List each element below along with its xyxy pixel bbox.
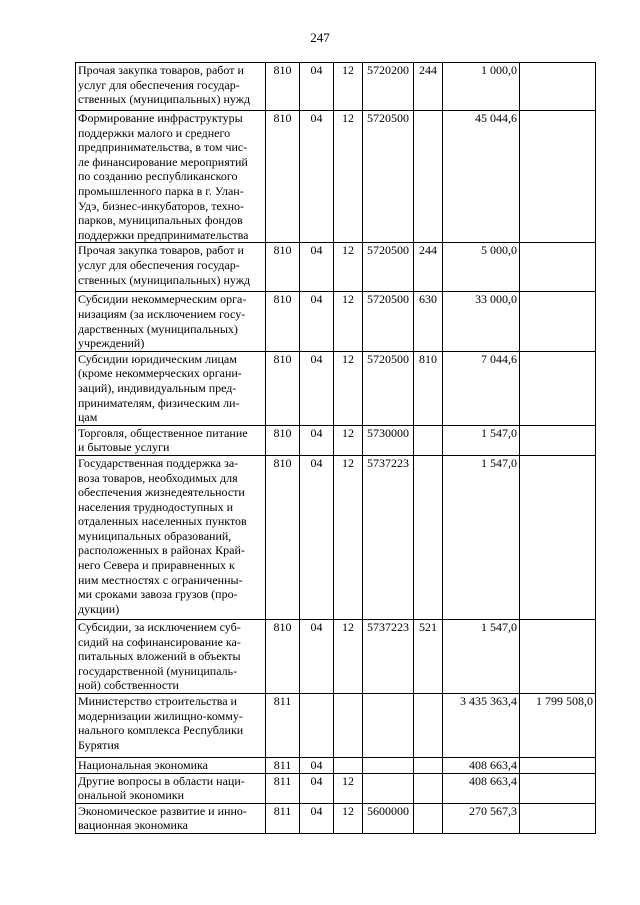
amount: 1 547,0: [443, 619, 520, 693]
expense-type-code: [414, 111, 443, 243]
amount-extra: [520, 455, 596, 619]
ministry-code: 810: [266, 63, 300, 111]
subsection-code: 12: [334, 425, 363, 455]
amount-extra: [520, 111, 596, 243]
target-code: 5720500: [363, 351, 414, 425]
amount: 33 000,0: [443, 292, 520, 351]
expense-type-code: 630: [414, 292, 443, 351]
amount-extra: [520, 619, 596, 693]
target-code: 5720500: [363, 243, 414, 292]
expense-type-code: 244: [414, 243, 443, 292]
section-code: 04: [300, 773, 334, 803]
page-number: 247: [310, 30, 330, 45]
table-row: [76, 803, 596, 833]
ministry-code: 811: [266, 803, 300, 833]
amount: 1 547,0: [443, 455, 520, 619]
table-row: [76, 425, 596, 455]
amount: 408 663,4: [443, 773, 520, 803]
expense-type-code: 521: [414, 619, 443, 693]
section-code: 04: [300, 111, 334, 243]
section-code: 04: [300, 455, 334, 619]
target-code: 5600000: [363, 803, 414, 833]
target-code: [363, 773, 414, 803]
row-name: Субсидии некоммерческим орга- низациям (за исключением госу- дарственных (муниципальных) учреждений): [76, 292, 266, 351]
target-code: [363, 693, 414, 757]
table-body: [76, 63, 596, 834]
ministry-code: 811: [266, 773, 300, 803]
target-code: 5720500: [363, 292, 414, 351]
row-name: Прочая закупка товаров, работ и услуг для обеспечения государ- ственных (муниципальных) нужд: [76, 243, 266, 292]
table-row: [76, 243, 596, 292]
amount-extra: 1 799 508,0: [520, 693, 596, 757]
section-code: 04: [300, 619, 334, 693]
amount-extra: [520, 243, 596, 292]
subsection-code: 12: [334, 803, 363, 833]
amount-extra: [520, 292, 596, 351]
target-code: 5720500: [363, 111, 414, 243]
row-name: Национальная экономика: [76, 757, 266, 773]
amount: 5 000,0: [443, 243, 520, 292]
subsection-code: [334, 693, 363, 757]
ministry-code: 810: [266, 455, 300, 619]
row-name: Экономическое развитие и инно- вационная экономика: [76, 803, 266, 833]
ministry-code: 810: [266, 351, 300, 425]
section-code: 04: [300, 425, 334, 455]
amount: 1 547,0: [443, 425, 520, 455]
amount-extra: [520, 757, 596, 773]
table-row: [76, 757, 596, 773]
ministry-code: 810: [266, 619, 300, 693]
subsection-code: 12: [334, 63, 363, 111]
section-code: 04: [300, 292, 334, 351]
subsection-code: 12: [334, 773, 363, 803]
amount: 1 000,0: [443, 63, 520, 111]
ministry-code: 811: [266, 693, 300, 757]
section-code: 04: [300, 757, 334, 773]
row-name: Государственная поддержка за- воза товаров, необходимых для обеспечения жизнедеятельности населения труднодоступных и отдаленных населенных пунктов муниципальных образований, расположенных в районах Край- него Севера и приравненных к ним местностях с ограниченны- ми сроками завоза грузов (про- дукции): [76, 455, 266, 619]
expense-type-code: [414, 425, 443, 455]
expense-type-code: 810: [414, 351, 443, 425]
expense-type-code: [414, 773, 443, 803]
row-name: Прочая закупка товаров, работ и услуг для обеспечения государ- ственных (муниципальных) нужд: [76, 63, 266, 111]
subsection-code: 12: [334, 292, 363, 351]
expense-type-code: [414, 455, 443, 619]
expense-type-code: [414, 757, 443, 773]
target-code: 5737223: [363, 455, 414, 619]
table-row: [76, 455, 596, 619]
ministry-code: 810: [266, 111, 300, 243]
target-code: 5737223: [363, 619, 414, 693]
table-row: [76, 292, 596, 351]
amount-extra: [520, 351, 596, 425]
amount: 408 663,4: [443, 757, 520, 773]
row-name: Министерство строительства и модернизации жилищно-комму- нального комплекса Республики Бурятия: [76, 693, 266, 757]
subsection-code: 12: [334, 351, 363, 425]
section-code: 04: [300, 351, 334, 425]
subsection-code: 12: [334, 111, 363, 243]
subsection-code: [334, 757, 363, 773]
amount-extra: [520, 803, 596, 833]
row-name: Другие вопросы в области наци- ональной экономики: [76, 773, 266, 803]
budget-table: [75, 62, 596, 834]
table-row: [76, 111, 596, 243]
expense-type-code: [414, 693, 443, 757]
section-code: [300, 693, 334, 757]
subsection-code: 12: [334, 243, 363, 292]
target-code: 5720200: [363, 63, 414, 111]
amount: 7 044,6: [443, 351, 520, 425]
target-code: 5730000: [363, 425, 414, 455]
row-name: Торговля, общественное питание и бытовые услуги: [76, 425, 266, 455]
table-row: [76, 351, 596, 425]
subsection-code: 12: [334, 455, 363, 619]
ministry-code: 810: [266, 292, 300, 351]
row-name: Формирование инфраструктуры поддержки малого и среднего предпринимательства, в том чис- ле финансирование мероприятий по созданию республиканского промышленного парка в г. Улан- Удэ, бизнес-инкубаторов, техно- парков, муниципальных фондов поддержки предпринимательства: [76, 111, 266, 243]
amount: 45 044,6: [443, 111, 520, 243]
amount-extra: [520, 63, 596, 111]
section-code: 04: [300, 803, 334, 833]
amount: 3 435 363,4: [443, 693, 520, 757]
expense-type-code: 244: [414, 63, 443, 111]
section-code: 04: [300, 243, 334, 292]
table-row: [76, 693, 596, 757]
table-row: [76, 773, 596, 803]
amount: 270 567,3: [443, 803, 520, 833]
ministry-code: 810: [266, 425, 300, 455]
subsection-code: 12: [334, 619, 363, 693]
expense-type-code: [414, 803, 443, 833]
target-code: [363, 757, 414, 773]
amount-extra: [520, 425, 596, 455]
row-name: Субсидии, за исключением суб- сидий на софинансирование ка- питальных вложений в объекты государственной (муниципаль- ной) собственности: [76, 619, 266, 693]
table-row: [76, 63, 596, 111]
section-code: 04: [300, 63, 334, 111]
amount-extra: [520, 773, 596, 803]
ministry-code: 810: [266, 243, 300, 292]
row-name: Субсидии юридическим лицам (кроме некоммерческих органи- заций), индивидуальным пред- принимателям, физическим ли- цам: [76, 351, 266, 425]
ministry-code: 811: [266, 757, 300, 773]
table-row: [76, 619, 596, 693]
